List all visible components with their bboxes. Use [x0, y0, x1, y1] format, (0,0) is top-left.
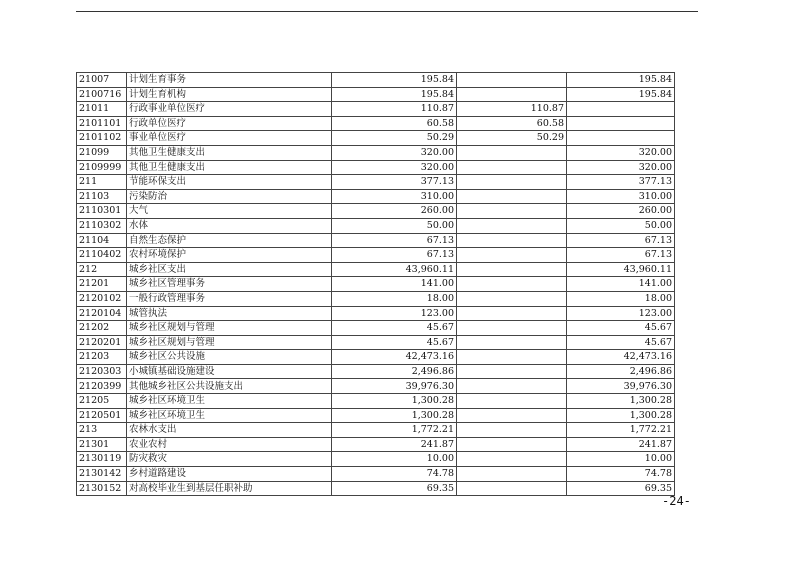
project-expenditure-cell: 18.00	[567, 291, 675, 306]
basic-expenditure-cell	[457, 248, 567, 263]
project-expenditure-cell: 69.35	[567, 481, 675, 496]
total-amount-cell: 60.58	[332, 116, 457, 131]
table-row	[77, 379, 675, 394]
account-code-cell: 2101102	[77, 131, 127, 146]
table-row	[77, 306, 675, 321]
total-amount-cell: 241.87	[332, 437, 457, 452]
account-name-cell: 其他卫生健康支出	[127, 160, 332, 175]
project-expenditure-cell: 42,473.16	[567, 350, 675, 365]
account-name-cell: 乡村道路建设	[127, 467, 332, 482]
basic-expenditure-cell	[457, 335, 567, 350]
account-code-cell: 2110301	[77, 204, 127, 219]
project-expenditure-cell: 141.00	[567, 277, 675, 292]
basic-expenditure-cell	[457, 175, 567, 190]
total-amount-cell: 67.13	[332, 233, 457, 248]
basic-expenditure-cell	[457, 321, 567, 336]
basic-expenditure-cell: 60.58	[457, 116, 567, 131]
basic-expenditure-cell	[457, 306, 567, 321]
project-expenditure-cell: 39,976.30	[567, 379, 675, 394]
account-code-cell: 211	[77, 175, 127, 190]
account-name-cell: 农业农村	[127, 437, 332, 452]
project-expenditure-cell: 260.00	[567, 204, 675, 219]
account-name-cell: 小城镇基础设施建设	[127, 364, 332, 379]
account-name-cell: 防灾救灾	[127, 452, 332, 467]
basic-expenditure-cell	[457, 394, 567, 409]
account-name-cell: 水体	[127, 218, 332, 233]
account-code-cell: 21011	[77, 102, 127, 117]
table-row	[77, 335, 675, 350]
account-name-cell: 计划生育机构	[127, 87, 332, 102]
account-name-cell: 城乡社区规划与管理	[127, 335, 332, 350]
account-code-cell: 212	[77, 262, 127, 277]
basic-expenditure-cell: 110.87	[457, 102, 567, 117]
total-amount-cell: 18.00	[332, 291, 457, 306]
account-name-cell: 行政单位医疗	[127, 116, 332, 131]
total-amount-cell: 42,473.16	[332, 350, 457, 365]
project-expenditure-cell: 241.87	[567, 437, 675, 452]
project-expenditure-cell: 67.13	[567, 233, 675, 248]
project-expenditure-cell	[567, 116, 675, 131]
table-row	[77, 160, 675, 175]
basic-expenditure-cell	[457, 437, 567, 452]
account-name-cell: 其他卫生健康支出	[127, 145, 332, 160]
basic-expenditure-cell	[457, 262, 567, 277]
account-name-cell: 事业单位医疗	[127, 131, 332, 146]
account-code-cell: 2110302	[77, 218, 127, 233]
header-rule	[76, 11, 698, 12]
account-code-cell: 21201	[77, 277, 127, 292]
project-expenditure-cell: 1,772.21	[567, 423, 675, 438]
basic-expenditure-cell	[457, 233, 567, 248]
table-row	[77, 423, 675, 438]
account-code-cell: 2130119	[77, 452, 127, 467]
project-expenditure-cell: 10.00	[567, 452, 675, 467]
total-amount-cell: 123.00	[332, 306, 457, 321]
project-expenditure-cell	[567, 102, 675, 117]
account-code-cell: 21099	[77, 145, 127, 160]
account-name-cell: 污染防治	[127, 189, 332, 204]
basic-expenditure-cell: 50.29	[457, 131, 567, 146]
table-row	[77, 350, 675, 365]
account-name-cell: 城乡社区环境卫生	[127, 408, 332, 423]
account-code-cell: 213	[77, 423, 127, 438]
total-amount-cell: 110.87	[332, 102, 457, 117]
budget-table-body	[77, 73, 675, 496]
table-row	[77, 218, 675, 233]
project-expenditure-cell: 74.78	[567, 467, 675, 482]
account-name-cell: 大气	[127, 204, 332, 219]
account-name-cell: 自然生态保护	[127, 233, 332, 248]
budget-table	[76, 72, 675, 496]
table-row	[77, 233, 675, 248]
project-expenditure-cell: 123.00	[567, 306, 675, 321]
table-row	[77, 291, 675, 306]
table-row	[77, 408, 675, 423]
account-code-cell: 2100716	[77, 87, 127, 102]
basic-expenditure-cell	[457, 87, 567, 102]
table-row	[77, 321, 675, 336]
total-amount-cell: 45.67	[332, 321, 457, 336]
total-amount-cell: 320.00	[332, 145, 457, 160]
total-amount-cell: 141.00	[332, 277, 457, 292]
project-expenditure-cell: 195.84	[567, 73, 675, 88]
account-name-cell: 其他城乡社区公共设施支出	[127, 379, 332, 394]
account-name-cell: 城乡社区管理事务	[127, 277, 332, 292]
total-amount-cell: 310.00	[332, 189, 457, 204]
total-amount-cell: 39,976.30	[332, 379, 457, 394]
account-code-cell: 2120303	[77, 364, 127, 379]
basic-expenditure-cell	[457, 291, 567, 306]
total-amount-cell: 50.29	[332, 131, 457, 146]
table-row	[77, 452, 675, 467]
total-amount-cell: 195.84	[332, 87, 457, 102]
account-name-cell: 城乡社区规划与管理	[127, 321, 332, 336]
account-name-cell: 农林水支出	[127, 423, 332, 438]
basic-expenditure-cell	[457, 452, 567, 467]
total-amount-cell: 74.78	[332, 467, 457, 482]
account-code-cell: 21104	[77, 233, 127, 248]
account-code-cell: 2130142	[77, 467, 127, 482]
total-amount-cell: 43,960.11	[332, 262, 457, 277]
basic-expenditure-cell	[457, 379, 567, 394]
table-row	[77, 481, 675, 496]
total-amount-cell: 320.00	[332, 160, 457, 175]
project-expenditure-cell: 50.00	[567, 218, 675, 233]
table-row	[77, 467, 675, 482]
project-expenditure-cell: 195.84	[567, 87, 675, 102]
table-row	[77, 262, 675, 277]
account-code-cell: 21202	[77, 321, 127, 336]
account-name-cell: 城乡社区环境卫生	[127, 394, 332, 409]
account-name-cell: 城管执法	[127, 306, 332, 321]
basic-expenditure-cell	[457, 218, 567, 233]
project-expenditure-cell: 67.13	[567, 248, 675, 263]
project-expenditure-cell: 1,300.28	[567, 394, 675, 409]
total-amount-cell: 195.84	[332, 73, 457, 88]
basic-expenditure-cell	[457, 204, 567, 219]
account-code-cell: 2109999	[77, 160, 127, 175]
basic-expenditure-cell	[457, 364, 567, 379]
project-expenditure-cell: 310.00	[567, 189, 675, 204]
basic-expenditure-cell	[457, 467, 567, 482]
account-name-cell: 一般行政管理事务	[127, 291, 332, 306]
project-expenditure-cell: 45.67	[567, 321, 675, 336]
account-code-cell: 21205	[77, 394, 127, 409]
table-row	[77, 87, 675, 102]
basic-expenditure-cell	[457, 73, 567, 88]
account-name-cell: 城乡社区公共设施	[127, 350, 332, 365]
account-name-cell: 城乡社区支出	[127, 262, 332, 277]
basic-expenditure-cell	[457, 145, 567, 160]
project-expenditure-cell: 320.00	[567, 160, 675, 175]
project-expenditure-cell	[567, 131, 675, 146]
account-code-cell: 2120102	[77, 291, 127, 306]
project-expenditure-cell: 45.67	[567, 335, 675, 350]
account-name-cell: 对高校毕业生到基层任职补助	[127, 481, 332, 496]
account-code-cell: 2101101	[77, 116, 127, 131]
basic-expenditure-cell	[457, 277, 567, 292]
project-expenditure-cell: 320.00	[567, 145, 675, 160]
total-amount-cell: 67.13	[332, 248, 457, 263]
project-expenditure-cell: 1,300.28	[567, 408, 675, 423]
total-amount-cell: 69.35	[332, 481, 457, 496]
total-amount-cell: 260.00	[332, 204, 457, 219]
basic-expenditure-cell	[457, 423, 567, 438]
total-amount-cell: 50.00	[332, 218, 457, 233]
basic-expenditure-cell	[457, 160, 567, 175]
account-code-cell: 2120104	[77, 306, 127, 321]
account-code-cell: 2130152	[77, 481, 127, 496]
table-row	[77, 131, 675, 146]
table-row	[77, 204, 675, 219]
basic-expenditure-cell	[457, 481, 567, 496]
total-amount-cell: 1,300.28	[332, 394, 457, 409]
page-number: -24-	[662, 494, 691, 508]
table-row	[77, 437, 675, 452]
project-expenditure-cell: 2,496.86	[567, 364, 675, 379]
table-row	[77, 102, 675, 117]
total-amount-cell: 377.13	[332, 175, 457, 190]
account-code-cell: 21301	[77, 437, 127, 452]
basic-expenditure-cell	[457, 189, 567, 204]
basic-expenditure-cell	[457, 408, 567, 423]
table-row	[77, 145, 675, 160]
account-name-cell: 行政事业单位医疗	[127, 102, 332, 117]
table-row	[77, 248, 675, 263]
table-row	[77, 116, 675, 131]
account-code-cell: 2120501	[77, 408, 127, 423]
total-amount-cell: 45.67	[332, 335, 457, 350]
total-amount-cell: 10.00	[332, 452, 457, 467]
project-expenditure-cell: 43,960.11	[567, 262, 675, 277]
project-expenditure-cell: 377.13	[567, 175, 675, 190]
account-name-cell: 节能环保支出	[127, 175, 332, 190]
table-row	[77, 277, 675, 292]
account-code-cell: 21203	[77, 350, 127, 365]
total-amount-cell: 2,496.86	[332, 364, 457, 379]
total-amount-cell: 1,300.28	[332, 408, 457, 423]
basic-expenditure-cell	[457, 350, 567, 365]
account-name-cell: 农村环境保护	[127, 248, 332, 263]
account-name-cell: 计划生育事务	[127, 73, 332, 88]
table-row	[77, 73, 675, 88]
table-row	[77, 364, 675, 379]
account-code-cell: 2120399	[77, 379, 127, 394]
table-row	[77, 175, 675, 190]
account-code-cell: 21103	[77, 189, 127, 204]
total-amount-cell: 1,772.21	[332, 423, 457, 438]
account-code-cell: 2120201	[77, 335, 127, 350]
account-code-cell: 21007	[77, 73, 127, 88]
table-row	[77, 394, 675, 409]
table-row	[77, 189, 675, 204]
account-code-cell: 2110402	[77, 248, 127, 263]
